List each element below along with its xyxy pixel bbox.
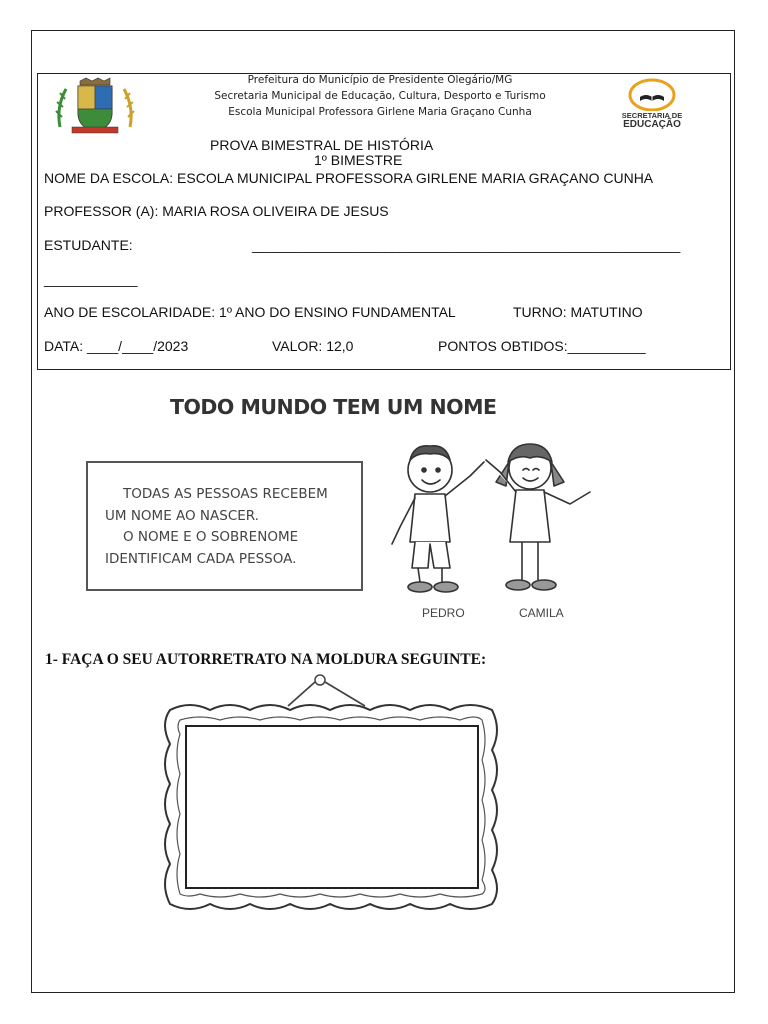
student-label: ESTUDANTE: (44, 237, 133, 253)
municipality-line: Prefeitura do Município de Presidente Olegário/MG (247, 74, 513, 86)
date-field[interactable]: DATA: ____/____/2023 (44, 338, 189, 354)
info-line-3: O NOME E O SOBRENOME (123, 529, 299, 545)
shift-field: TURNO: MATUTINO (513, 304, 643, 320)
municipal-crest-icon (50, 77, 140, 135)
pedro-figure (392, 446, 484, 592)
info-line-2: UM NOME AO NASCER. (105, 508, 259, 524)
info-line-1: TODAS AS PESSOAS RECEBEM (123, 486, 328, 502)
student-name-blank[interactable]: _______________________________________________________ (252, 237, 681, 253)
info-box (86, 461, 363, 591)
portrait-frame[interactable] (160, 672, 505, 912)
secretariat-line: Secretaria Municipal de Educação, Cultura, Desporto e Turismo (214, 90, 546, 102)
school-line: Escola Municipal Professora Girlene Maria Graçano Cunha (228, 106, 532, 118)
grade-year-field: ANO DE ESCOLARIDADE: 1º ANO DO ENSINO FUNDAMENTAL (44, 304, 456, 320)
school-name-field: NOME DA ESCOLA: ESCOLA MUNICIPAL PROFESSORA GIRLENE MARIA GRAÇANO CUNHA (44, 170, 654, 186)
kid-name-pedro: PEDRO (422, 606, 465, 620)
hook-icon (315, 675, 325, 685)
secretaria-educacao-logo (612, 77, 692, 131)
points-field[interactable]: PONTOS OBTIDOS:__________ (438, 338, 646, 354)
camila-figure (486, 444, 590, 590)
section-title: TODO MUNDO TEM UM NOME (170, 395, 497, 419)
question-1: 1- FAÇA O SEU AUTORRETRATO NA MOLDURA SEGUINTE: (45, 651, 487, 668)
children-illustration (380, 432, 625, 627)
info-line-4: IDENTIFICAM CADA PESSOA. (105, 551, 297, 567)
student-name-blank-cont[interactable]: ____________ (44, 271, 138, 287)
value-field: VALOR: 12,0 (272, 338, 354, 354)
secretaria-logo-line2: EDUCAÇÃO (623, 119, 681, 130)
book-icon (612, 77, 692, 111)
exam-title: PROVA BIMESTRAL DE HISTÓRIA (210, 137, 434, 153)
bimester: 1º BIMESTRE (314, 152, 403, 168)
secretaria-logo-line1: SECRETARIA DE (621, 111, 683, 120)
teacher-field: PROFESSOR (A): MARIA ROSA OLIVEIRA DE JESUS (44, 203, 389, 219)
kid-name-camila: CAMILA (519, 606, 564, 620)
